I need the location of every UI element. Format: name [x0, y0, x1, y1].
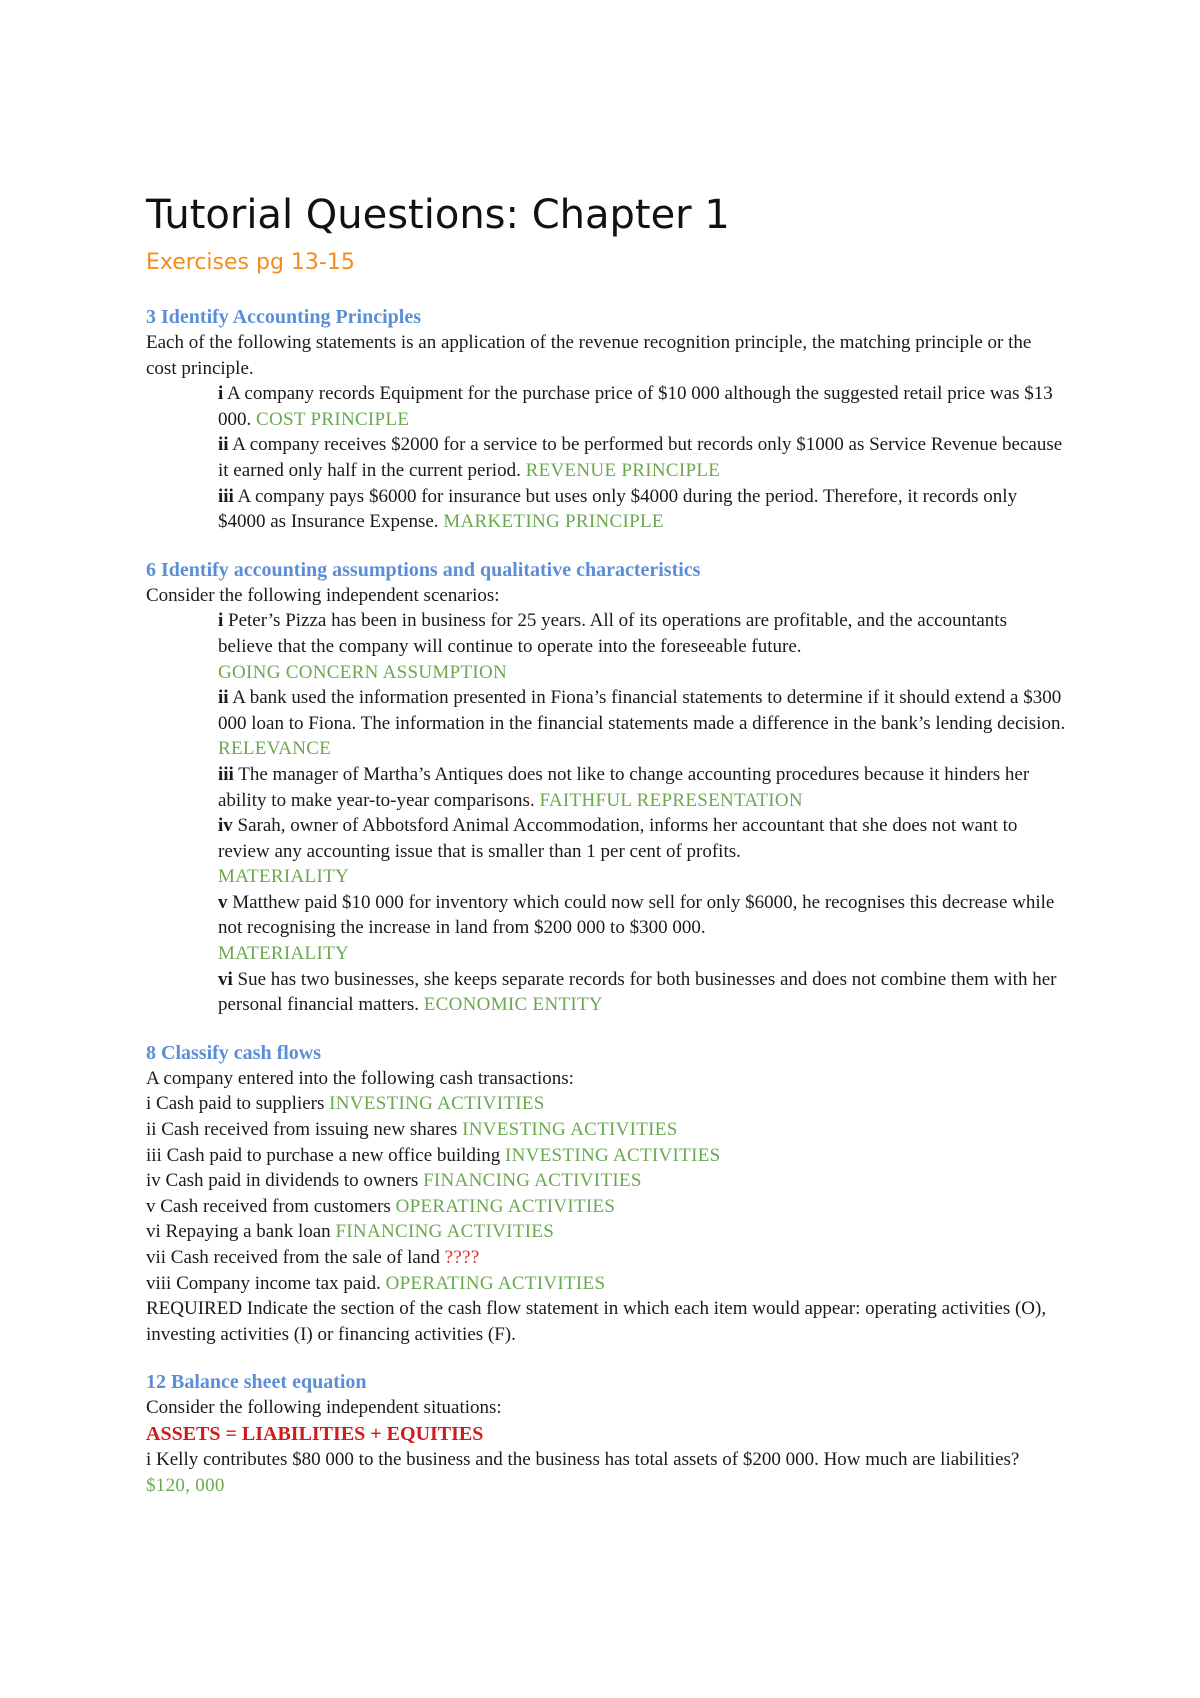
list-item [146, 1447, 1066, 1498]
item-text: vi Repaying a bank loan [146, 1221, 331, 1243]
section-8 [146, 1040, 1066, 1348]
item-list [218, 381, 1066, 535]
item-number: v [218, 891, 228, 913]
list-item [218, 608, 1066, 685]
item-list [218, 608, 1066, 1018]
item-text: Sarah, owner of Abbotsford Animal Accommodation, informs her accountant that she does not want to review any accounting issue that is smaller than 1 per cent of profits. [218, 815, 1018, 862]
required-instruction: REQUIRED Indicate the section of the cash flow statement in which each item would appear: operating activities (O), investing activities (I) or financing activities (F). [146, 1298, 1047, 1345]
list-item [218, 762, 1066, 813]
item-answer: RELEVANCE [218, 738, 332, 760]
item-text: i Kelly contributes $80 000 to the business and the business has total assets of $200 000. How much are liabilities? [146, 1448, 1020, 1470]
item-answer: GOING CONCERN ASSUMPTION [218, 661, 508, 683]
item-text: iii Cash paid to purchase a new office building [146, 1144, 501, 1166]
item-answer: REVENUE PRINCIPLE [525, 459, 721, 481]
list-item [146, 1219, 1066, 1245]
item-text: The manager of Martha’s Antiques does not like to change accounting procedures because it hinders her ability to make year-to-year comparisons. [218, 763, 1030, 811]
item-answer: COST PRINCIPLE [256, 408, 410, 430]
item-answer: INVESTING ACTIVITIES [329, 1093, 545, 1115]
item-number: ii [218, 687, 229, 709]
item-number: ii [218, 434, 229, 456]
item-answer: FINANCING ACTIVITIES [335, 1221, 555, 1243]
item-number: i [218, 383, 224, 405]
item-text: i Cash paid to suppliers [146, 1093, 330, 1115]
item-answer: OPERATING ACTIVITIES [385, 1272, 606, 1294]
item-text: A company receives $2000 for a service to be performed but records only $1000 as Service Revenue because it earned only half in the current period. [218, 434, 1063, 481]
item-text: Peter’s Pizza has been in business for 25 years. All of its operations are profitable, and the accountants believe that the company will continue to operate into the foreseeable future. [218, 610, 1007, 657]
item-answer: MARKETING PRINCIPLE [443, 511, 664, 533]
item-text: A bank used the information presented in Fiona’s financial statements to determine if it should extend a $300 000 loan to Fiona. The information in the financial statements made a difference in the bank’s lending decision. [218, 687, 1066, 734]
item-answer: FINANCING ACTIVITIES [423, 1170, 642, 1192]
list-item [146, 1194, 1066, 1220]
item-number: iii [218, 763, 234, 785]
list-item [146, 1245, 1066, 1271]
item-answer-unknown: ???? [444, 1247, 480, 1268]
list-item [146, 1143, 1066, 1169]
item-text: Sue has two businesses, she keeps separate records for both businesses and does not combine them with her personal financial matters. [218, 968, 1057, 1016]
section-3 [146, 304, 1066, 535]
item-answer: MATERIALITY [218, 866, 350, 888]
list-item [218, 685, 1066, 762]
item-number: iii [218, 485, 234, 507]
item-text: v Cash received from customers [146, 1195, 391, 1217]
item-answer: MATERIALITY [218, 943, 350, 965]
list-item [146, 1091, 1066, 1117]
list-item [146, 1117, 1066, 1143]
list-item [218, 484, 1066, 535]
list-item [218, 890, 1066, 967]
balance-equation: ASSETS = LIABILITIES + EQUITIES [146, 1422, 484, 1445]
section-intro: A company entered into the following cash transactions: [146, 1067, 574, 1089]
item-text: iv Cash paid in dividends to owners [146, 1170, 419, 1192]
list-item [218, 381, 1066, 432]
list-item [218, 967, 1066, 1018]
page-title: Tutorial Questions: Chapter 1 [146, 192, 730, 238]
section-title: 8 Classify cash flows [146, 1041, 322, 1064]
item-number: iv [218, 815, 233, 837]
list-item [146, 1168, 1066, 1194]
section-6 [146, 557, 1066, 1018]
item-number: vi [218, 968, 233, 990]
section-intro: Consider the following independent scenarios: [146, 584, 500, 606]
item-text: Matthew paid $10 000 for inventory which could now sell for only $6000, he recognises this decrease while not recognising the increase in land from $200 000 to $300 000. [218, 891, 1055, 939]
item-answer: $120, 000 [146, 1474, 225, 1496]
item-text: ii Cash received from issuing new shares [146, 1119, 458, 1141]
page-subtitle: Exercises pg 13-15 [146, 250, 355, 275]
item-answer: INVESTING ACTIVITIES [504, 1144, 721, 1166]
item-answer: FAITHFUL REPRESENTATION [539, 789, 803, 811]
section-intro: Consider the following independent situations: [146, 1397, 502, 1419]
section-title: 6 Identify accounting assumptions and qualitative characteristics [146, 558, 701, 581]
document-content [146, 190, 1066, 1498]
item-text: A company pays $6000 for insurance but uses only $4000 during the period. Therefore, it records only $4000 as Insurance Expense. [218, 485, 1018, 533]
item-answer: INVESTING ACTIVITIES [462, 1119, 678, 1141]
list-item [218, 432, 1066, 483]
item-answer: ECONOMIC ENTITY [423, 994, 603, 1016]
item-text: A company records Equipment for the purchase price of $10 000 although the suggested retail price was $13 000. [218, 383, 1053, 430]
section-title: 3 Identify Accounting Principles [146, 306, 422, 328]
item-answer: OPERATING ACTIVITIES [395, 1195, 616, 1217]
section-12 [146, 1369, 1066, 1498]
section-intro: Each of the following statements is an application of the revenue recognition principle, the matching principle or the cost principle. [146, 332, 1032, 379]
list-item [218, 813, 1066, 890]
list-item [146, 1271, 1066, 1297]
section-title: 12 Balance sheet equation [146, 1371, 367, 1394]
item-text: viii Company income tax paid. [146, 1272, 381, 1294]
item-number: i [218, 610, 224, 632]
item-text: vii Cash received from the sale of land [146, 1247, 440, 1268]
